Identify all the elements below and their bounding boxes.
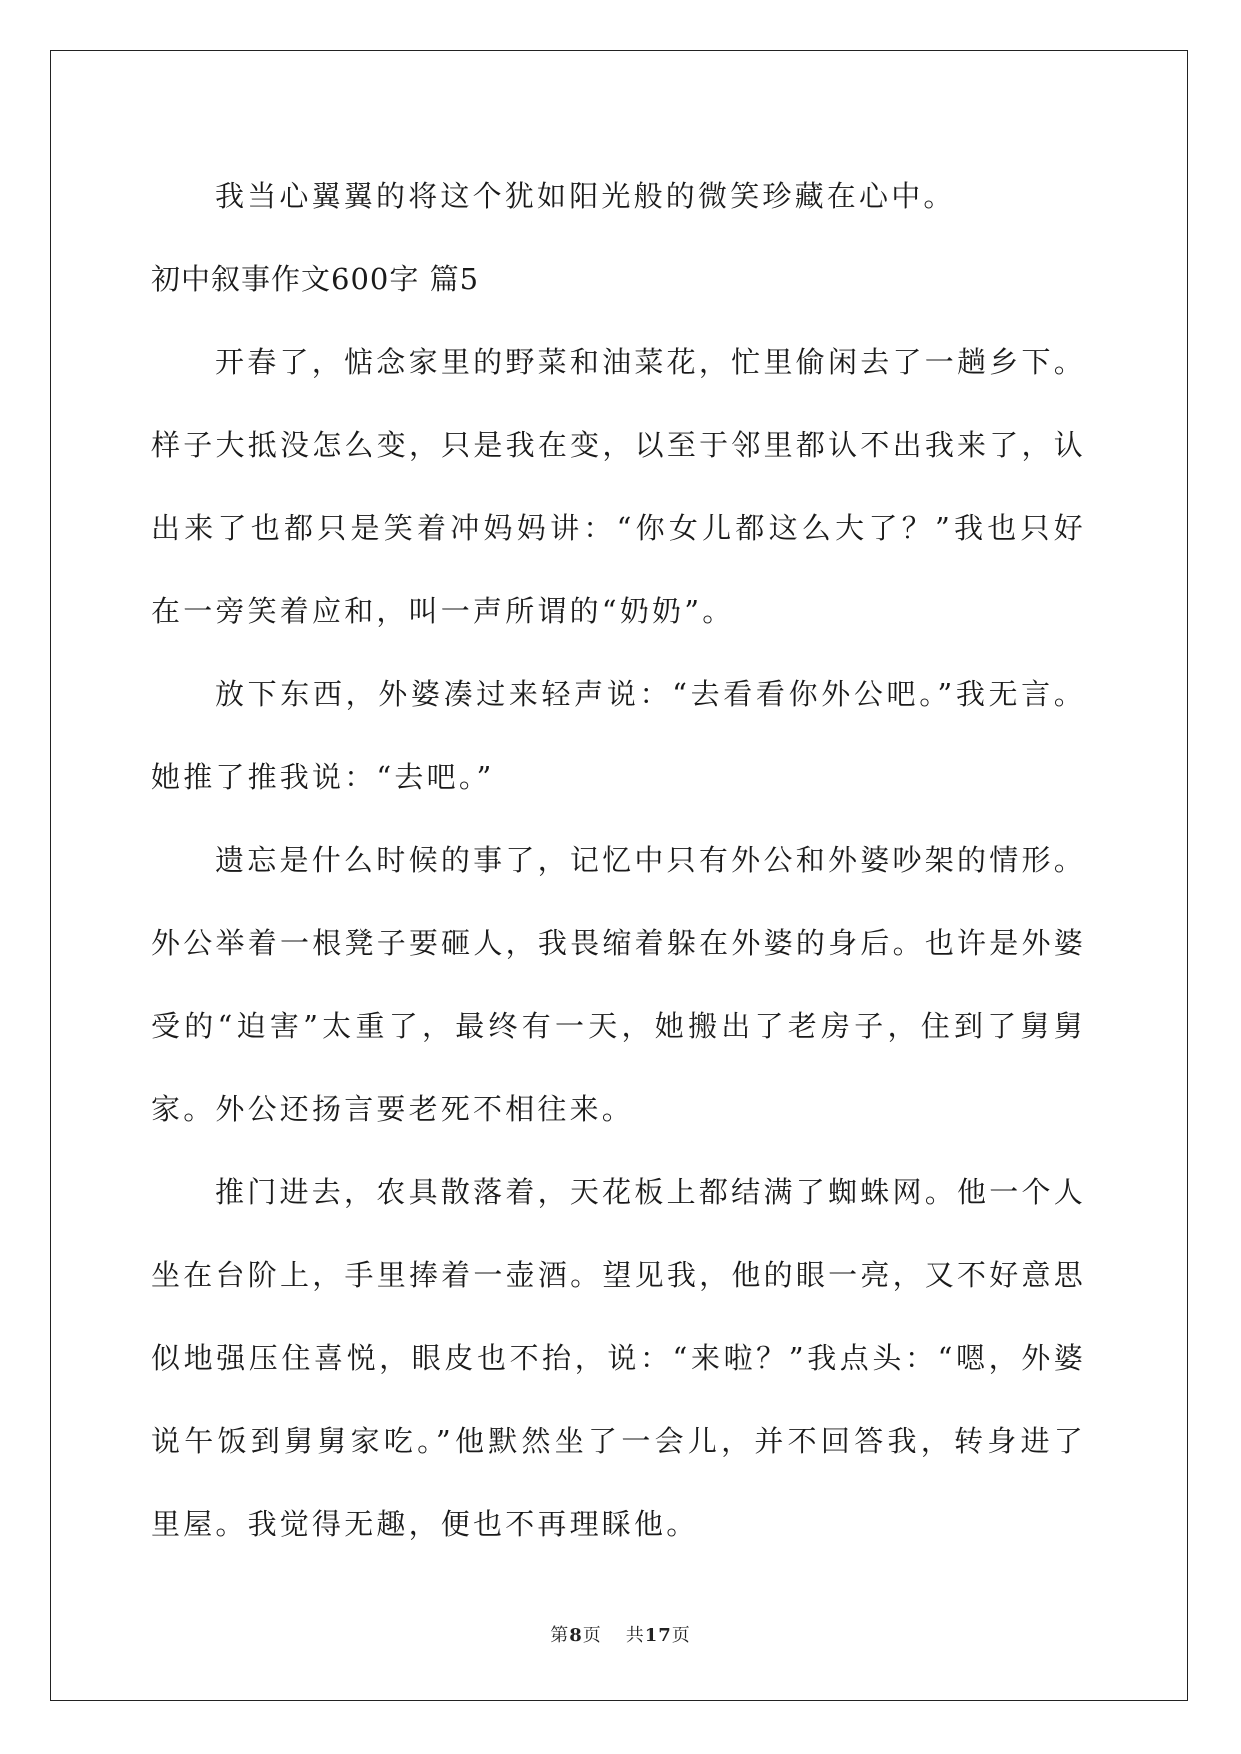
paragraph-3: 放下东西，外婆凑过来轻声说：“去看看你外公吧。”我无言。她推了推我说：“去吧。”	[151, 677, 1086, 794]
page-suffix: 页	[582, 1625, 602, 1646]
paragraph-4: 遗忘是什么时候的事了，记忆中只有外公和外婆吵架的情形。外公举着一根凳子要砸人，我畏缩着躲在外婆的身后。也许是外婆受的“迫害”太重了，最终有一天，她搬出了老房子，住到了舅舅家。外公还扬言要老死不相往来。	[151, 843, 1086, 1126]
paragraph-5: 推门进去，农具散落着，天花板上都结满了蜘蛛网。他一个人坐在台阶上，手里捧着一壶酒。望见我，他的眼一亮，又不好意思似地强压住喜悦，眼皮也不抬，说：“来啦？”我点头：“嗯，外婆说午饭到舅舅家吃。”他默然坐了一会儿，并不回答我，转身进了里屋。我觉得无趣，便也不再理睬他。	[151, 1175, 1086, 1541]
document-body	[151, 155, 1086, 1566]
page-prefix: 第	[550, 1625, 570, 1646]
current-page-number: 8	[569, 1625, 583, 1646]
paragraph-2: 开春了，惦念家里的野菜和油菜花，忙里偷闲去了一趟乡下。样子大抵没怎么变，只是我在变，以至于邻里都认不出我来了，认出来了也都只是笑着冲妈妈讲：“你女儿都这么大了？”我也只好在一旁笑着应和，叫一声所谓的“奶奶”。	[151, 345, 1086, 628]
section-heading: 初中叙事作文600字 篇5	[151, 262, 480, 296]
total-pages-number: 17	[644, 1625, 672, 1646]
total-suffix: 页	[671, 1625, 691, 1646]
total-prefix: 共	[625, 1625, 645, 1646]
page-footer	[0, 1621, 1241, 1647]
paragraph-1: 我当心翼翼的将这个犹如阳光般的微笑珍藏在心中。	[215, 179, 956, 213]
